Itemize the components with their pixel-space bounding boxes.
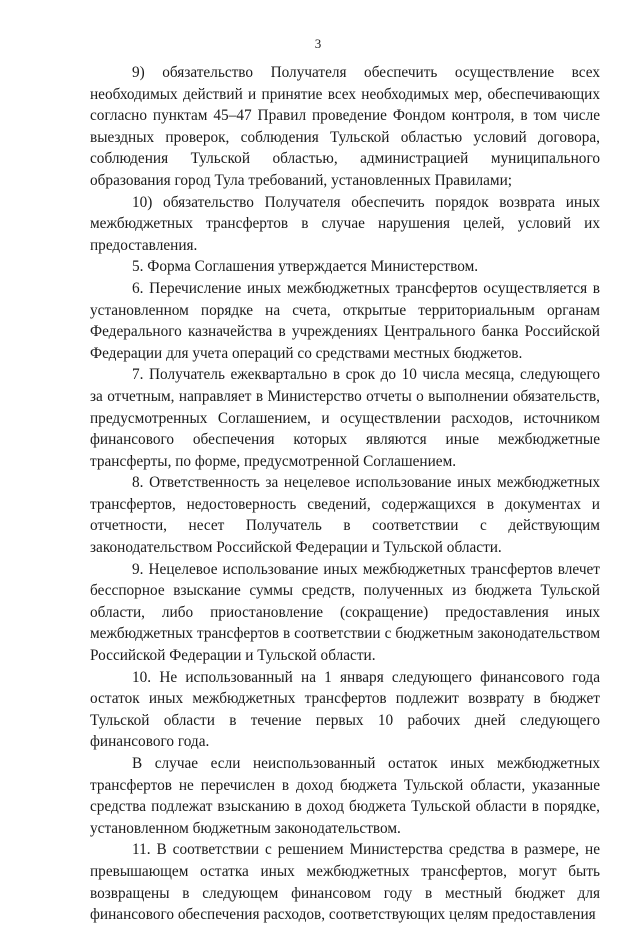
paragraph-8: 8. Ответственность за нецелевое использование иных межбюджетных трансфертов, недостоверность сведений, содержащихся в документах и отчетности, несет Получатель в соответствии с действующим законодательством Российской Федерации и Тульской области.: [90, 474, 600, 557]
document-body: [90, 62, 600, 926]
paragraph-item-10-obligation: 10) обязательство Получателя обеспечить порядок возврата иных межбюджетных трансфертов в случае нарушения целей, условий их предоставления.: [90, 193, 600, 254]
paragraph-10: 10. Не использованный на 1 января следующего финансового года остаток иных межбюджетных трансфертов подлежит возврату в бюджет Тульской области в течение первых 10 рабочих дней следующего финансового года.: [90, 668, 600, 751]
paragraph-10-continuation: В случае если неиспользованный остаток иных межбюджетных трансфертов не перечислен в доход бюджета Тульской области, указанные средства подлежат взысканию в доход бюджета Тульской области в порядке, установленном бюджетным законодательством.: [90, 755, 600, 837]
paragraph-item-9-obligation: 9) обязательство Получателя обеспечить осуществление всех необходимых действий и принятие всех необходимых мер, обеспечивающих согласно пунктам 45–47 Правил проведение Фондом контроля, в том числе выездных проверок, соблюдения Тульской областью условий договора, соблюдения Тульской областью, администрацией муниципального образования город Тула требований, установленных Правилами;: [90, 64, 600, 189]
paragraph-5: 5. Форма Соглашения утверждается Министерством.: [132, 258, 479, 276]
paragraph-11: 11. В соответствии с решением Министерства средства в размере, не превышающем остатка иных межбюджетных трансфертов, могут быть возвращены в следующем финансовом году в местный бюджет для финансового обеспечения расходов, соответствующих целям предоставления: [90, 841, 600, 924]
paragraph-7: 7. Получатель ежеквартально в срок до 10 числа месяца, следующего за отчетным, направляет в Министерство отчеты о выполнении обязательств, предусмотренных Соглашением, и осуществлении расходов, источником финансового обеспечения которых являются иные межбюджетные трансферты, по форме, предусмотренной Соглашением.: [90, 366, 600, 470]
paragraph-9: 9. Нецелевое использование иных межбюджетных трансфертов влечет бесспорное взыскание суммы средств, полученных из бюджета Тульской области, либо приостановление (сокращение) предоставления иных межбюджетных трансфертов в соответствии с бюджетным законодательством Российской Федерации и Тульской области.: [90, 560, 600, 665]
page-number: 3: [314, 36, 322, 51]
paragraph-6: 6. Перечисление иных межбюджетных трансфертов осуществляется в установленном порядке на счета, открытые территориальным органам Федерального казначейства в учреждениях Центрального банка Российской Федерации для учета операций со средствами местных бюджетов.: [90, 279, 600, 362]
